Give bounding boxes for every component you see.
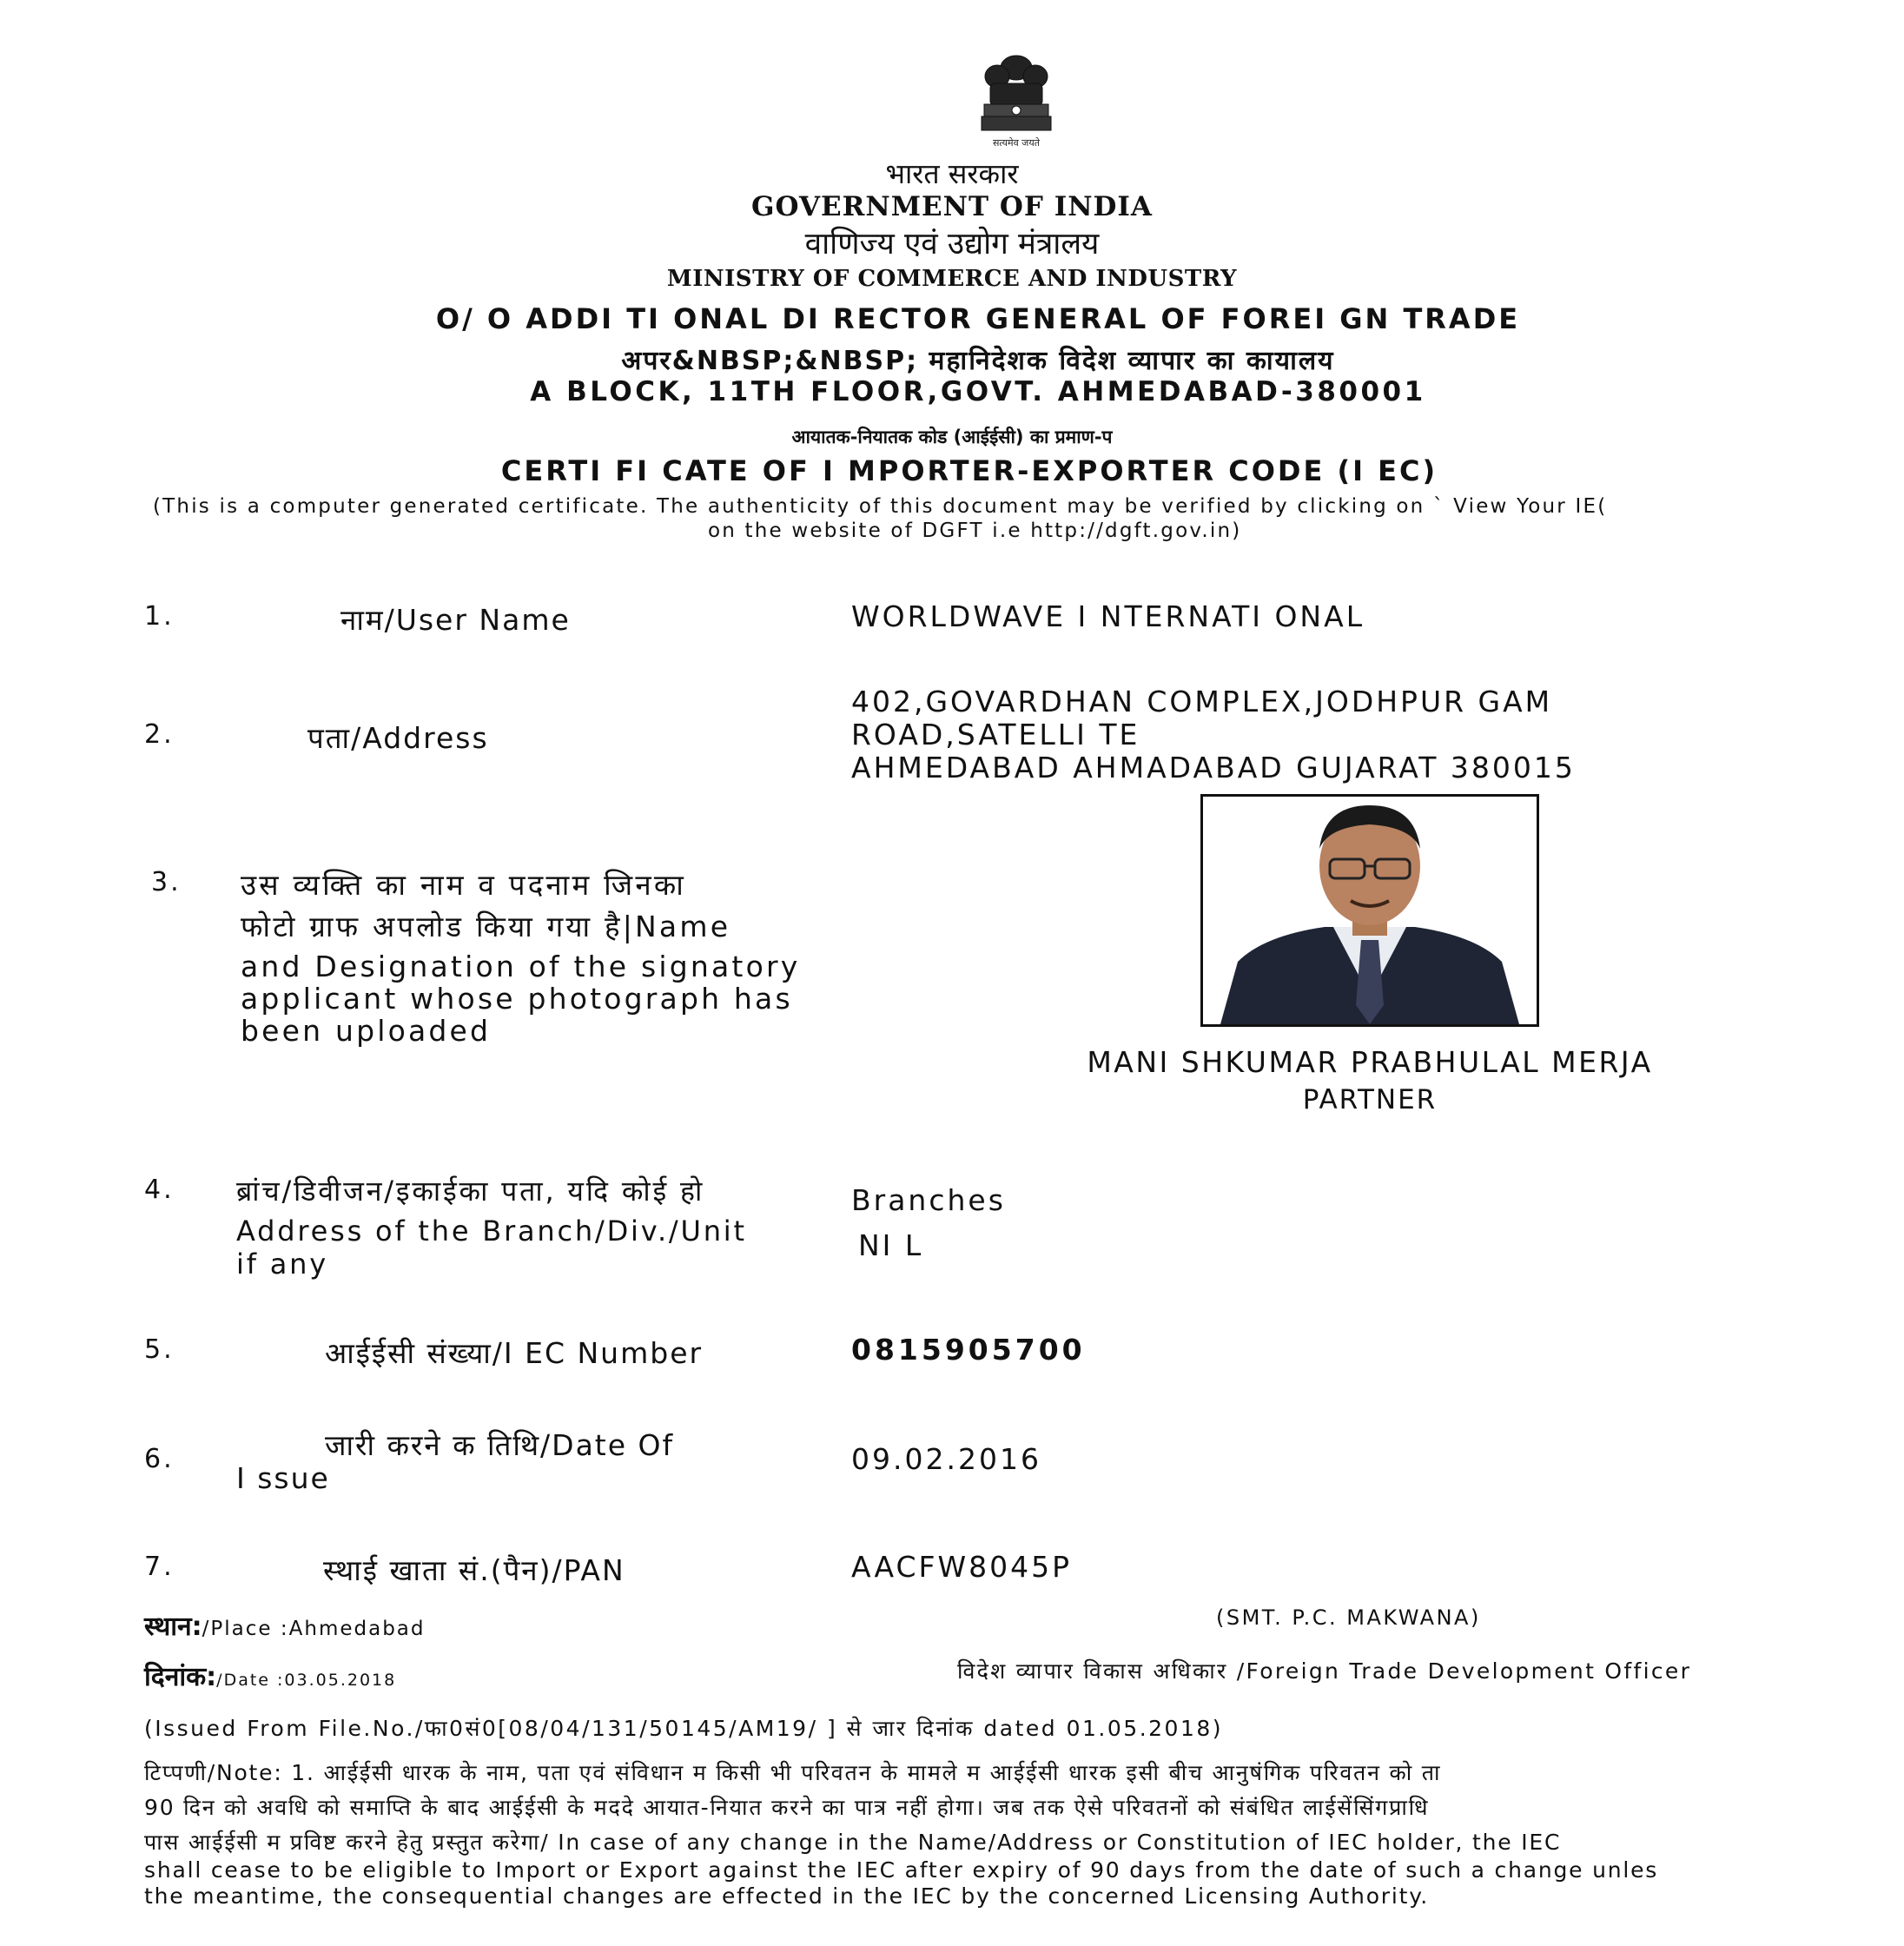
branch-label-line: if any	[236, 1248, 328, 1281]
field-number: 1.	[144, 601, 175, 632]
emblem-caption: सत्यमेव जयते	[992, 137, 1041, 149]
note-line: shall cease to be eligible to Import or Export against the IEC after expiry of 90 days from the date of such a change unles	[144, 1857, 1659, 1883]
office-address: A BLOCK, 11TH FLOOR,GOVT. AHMEDABAD-380001	[530, 376, 1426, 407]
signatory-label-line: been uploaded	[241, 1014, 492, 1048]
address-line-3: AHMEDABAD AHMADABAD GUJARAT 380015	[851, 751, 1576, 784]
issue-date-value: 09.02.2016	[851, 1442, 1041, 1476]
authenticity-notice-line1: (This is a computer generated certificate. The authenticity of this document may be verified by clicking on ` View Your IE(	[153, 495, 1608, 518]
note-block	[144, 1758, 1795, 1910]
place-hindi: स्थान:	[144, 1612, 202, 1642]
field-number: 2.	[144, 719, 175, 750]
address-line-2: ROAD,SATELLI TE	[851, 718, 1140, 751]
signatory-label	[241, 869, 800, 1047]
signing-officer-name: (SMT. P.C. MAKWANA)	[1216, 1605, 1481, 1630]
issue-date-label-line: जारी करने क तिथि/Date Of	[325, 1428, 675, 1462]
user-name-label: नाम/User Name	[340, 603, 571, 637]
branch-label-line: Address of the Branch/Div./Unit	[236, 1215, 747, 1248]
field-number: 6.	[144, 1444, 175, 1474]
iec-number-label: आईईसी संख्या/I EC Number	[325, 1336, 704, 1370]
signatory-name: MANI SHKUMAR PRABHULAL MERJA	[1087, 1045, 1653, 1079]
note-line: टिप्पणी/Note: 1. आईईसी धारक के नाम, पता एवं संविधान म किसी भी परिवतन के मामले म आईईसी धारक इसी बीच आनुषंगिक परिवतन को ता	[144, 1760, 1442, 1785]
authenticity-notice-line2: on the website of DGFT i.e http://dgft.gov.in)	[708, 520, 1242, 542]
field-number: 3.	[151, 867, 182, 897]
issued-from: (Issued From File.No./फा0सं0[08/04/131/50145/AM19/ ] से जार दिनांक dated 01.05.2018)	[144, 1716, 1224, 1741]
note-line: the meantime, the consequential changes are effected in the IEC by the concerned Licensing Authority.	[144, 1883, 1430, 1909]
iec-number-value: 0815905700	[851, 1333, 1086, 1367]
office-english: O/ O ADDI TI ONAL DI RECTOR GENERAL OF FOREI GN TRADE	[435, 302, 1521, 335]
pan-label: स्थाई खाता सं.(पैन)/PAN	[323, 1553, 625, 1587]
govt-english: GOVERNMENT OF INDIA	[751, 191, 1153, 222]
place-line	[144, 1607, 425, 1643]
field-number: 5.	[144, 1334, 175, 1365]
address-line-1: 402,GOVARDHAN COMPLEX,JODHPUR GAM	[851, 685, 1553, 718]
signatory-label-line: and Designation of the signatory	[241, 950, 801, 983]
field-number: 7.	[144, 1552, 175, 1582]
signatory-designation: PARTNER	[1302, 1084, 1438, 1115]
date-line	[144, 1658, 396, 1693]
signatory-label-line: उस व्यक्ति का नाम व पदनाम जिनका	[241, 868, 686, 902]
note-line: 90 दिन को अवधि को समाप्ति के बाद आईईसी के मददे आयात-नियात करने का पात्र नहीं होगा। जब तक ऐसे परिवतनों को संबंधित लाईसेंसिंगप्राधि	[144, 1795, 1430, 1820]
signing-officer-designation: विदेश व्यापार विकास अधिकार /Foreign Trade Development Officer	[957, 1658, 1692, 1684]
person-photo-icon	[1203, 797, 1537, 1024]
branches-value: NI L	[858, 1228, 924, 1262]
place-value: /Place :Ahmedabad	[202, 1618, 426, 1640]
office-hindi: अपर&NBSP;&NBSP; महानिदेशक विदेश व्यापार का कायालय	[621, 346, 1335, 376]
issue-date-label-line: I ssue	[236, 1461, 330, 1495]
date-hindi: दिनांक:	[144, 1662, 217, 1692]
branches-heading: Branches	[851, 1183, 1006, 1217]
address-label: पता/Address	[307, 721, 489, 755]
user-name-value: WORLDWAVE I NTERNATI ONAL	[851, 599, 1365, 633]
certificate-title-hindi: आयातक-नियातक कोड (आईईसी) का प्रमाण-प	[791, 427, 1113, 447]
signatory-label-line: applicant whose photograph has	[241, 982, 793, 1016]
branch-label-line: ब्रांच/डिवीजन/इकाईका पता, यदि कोई हो	[236, 1175, 705, 1208]
branch-label	[236, 1175, 747, 1281]
signatory-label-line: फोटो ग्राफ अपलोड किया गया है|Name	[241, 910, 731, 943]
certificate-title-english: CERTI FI CATE OF I MPORTER-EXPORTER CODE (I EC)	[500, 454, 1438, 487]
applicant-photo	[1200, 794, 1539, 1027]
date-value: /Date :03.05.2018	[216, 1671, 397, 1690]
ministry-hindi: वाणिज्य एवं उद्योग मंत्रालय	[804, 227, 1100, 261]
national-emblem-icon	[969, 50, 1064, 153]
govt-hindi: भारत सरकार	[885, 157, 1019, 190]
ministry-english: MINISTRY OF COMMERCE AND INDUSTRY	[666, 266, 1238, 292]
field-number: 4.	[144, 1175, 175, 1205]
note-line: पास आईईसी म प्रविष्ट करने हेतु प्रस्तुत करेगा/ In case of any change in the Name/Address or Constitution of IEC holder, the IEC	[144, 1830, 1562, 1855]
pan-value: AACFW8045P	[851, 1550, 1073, 1584]
